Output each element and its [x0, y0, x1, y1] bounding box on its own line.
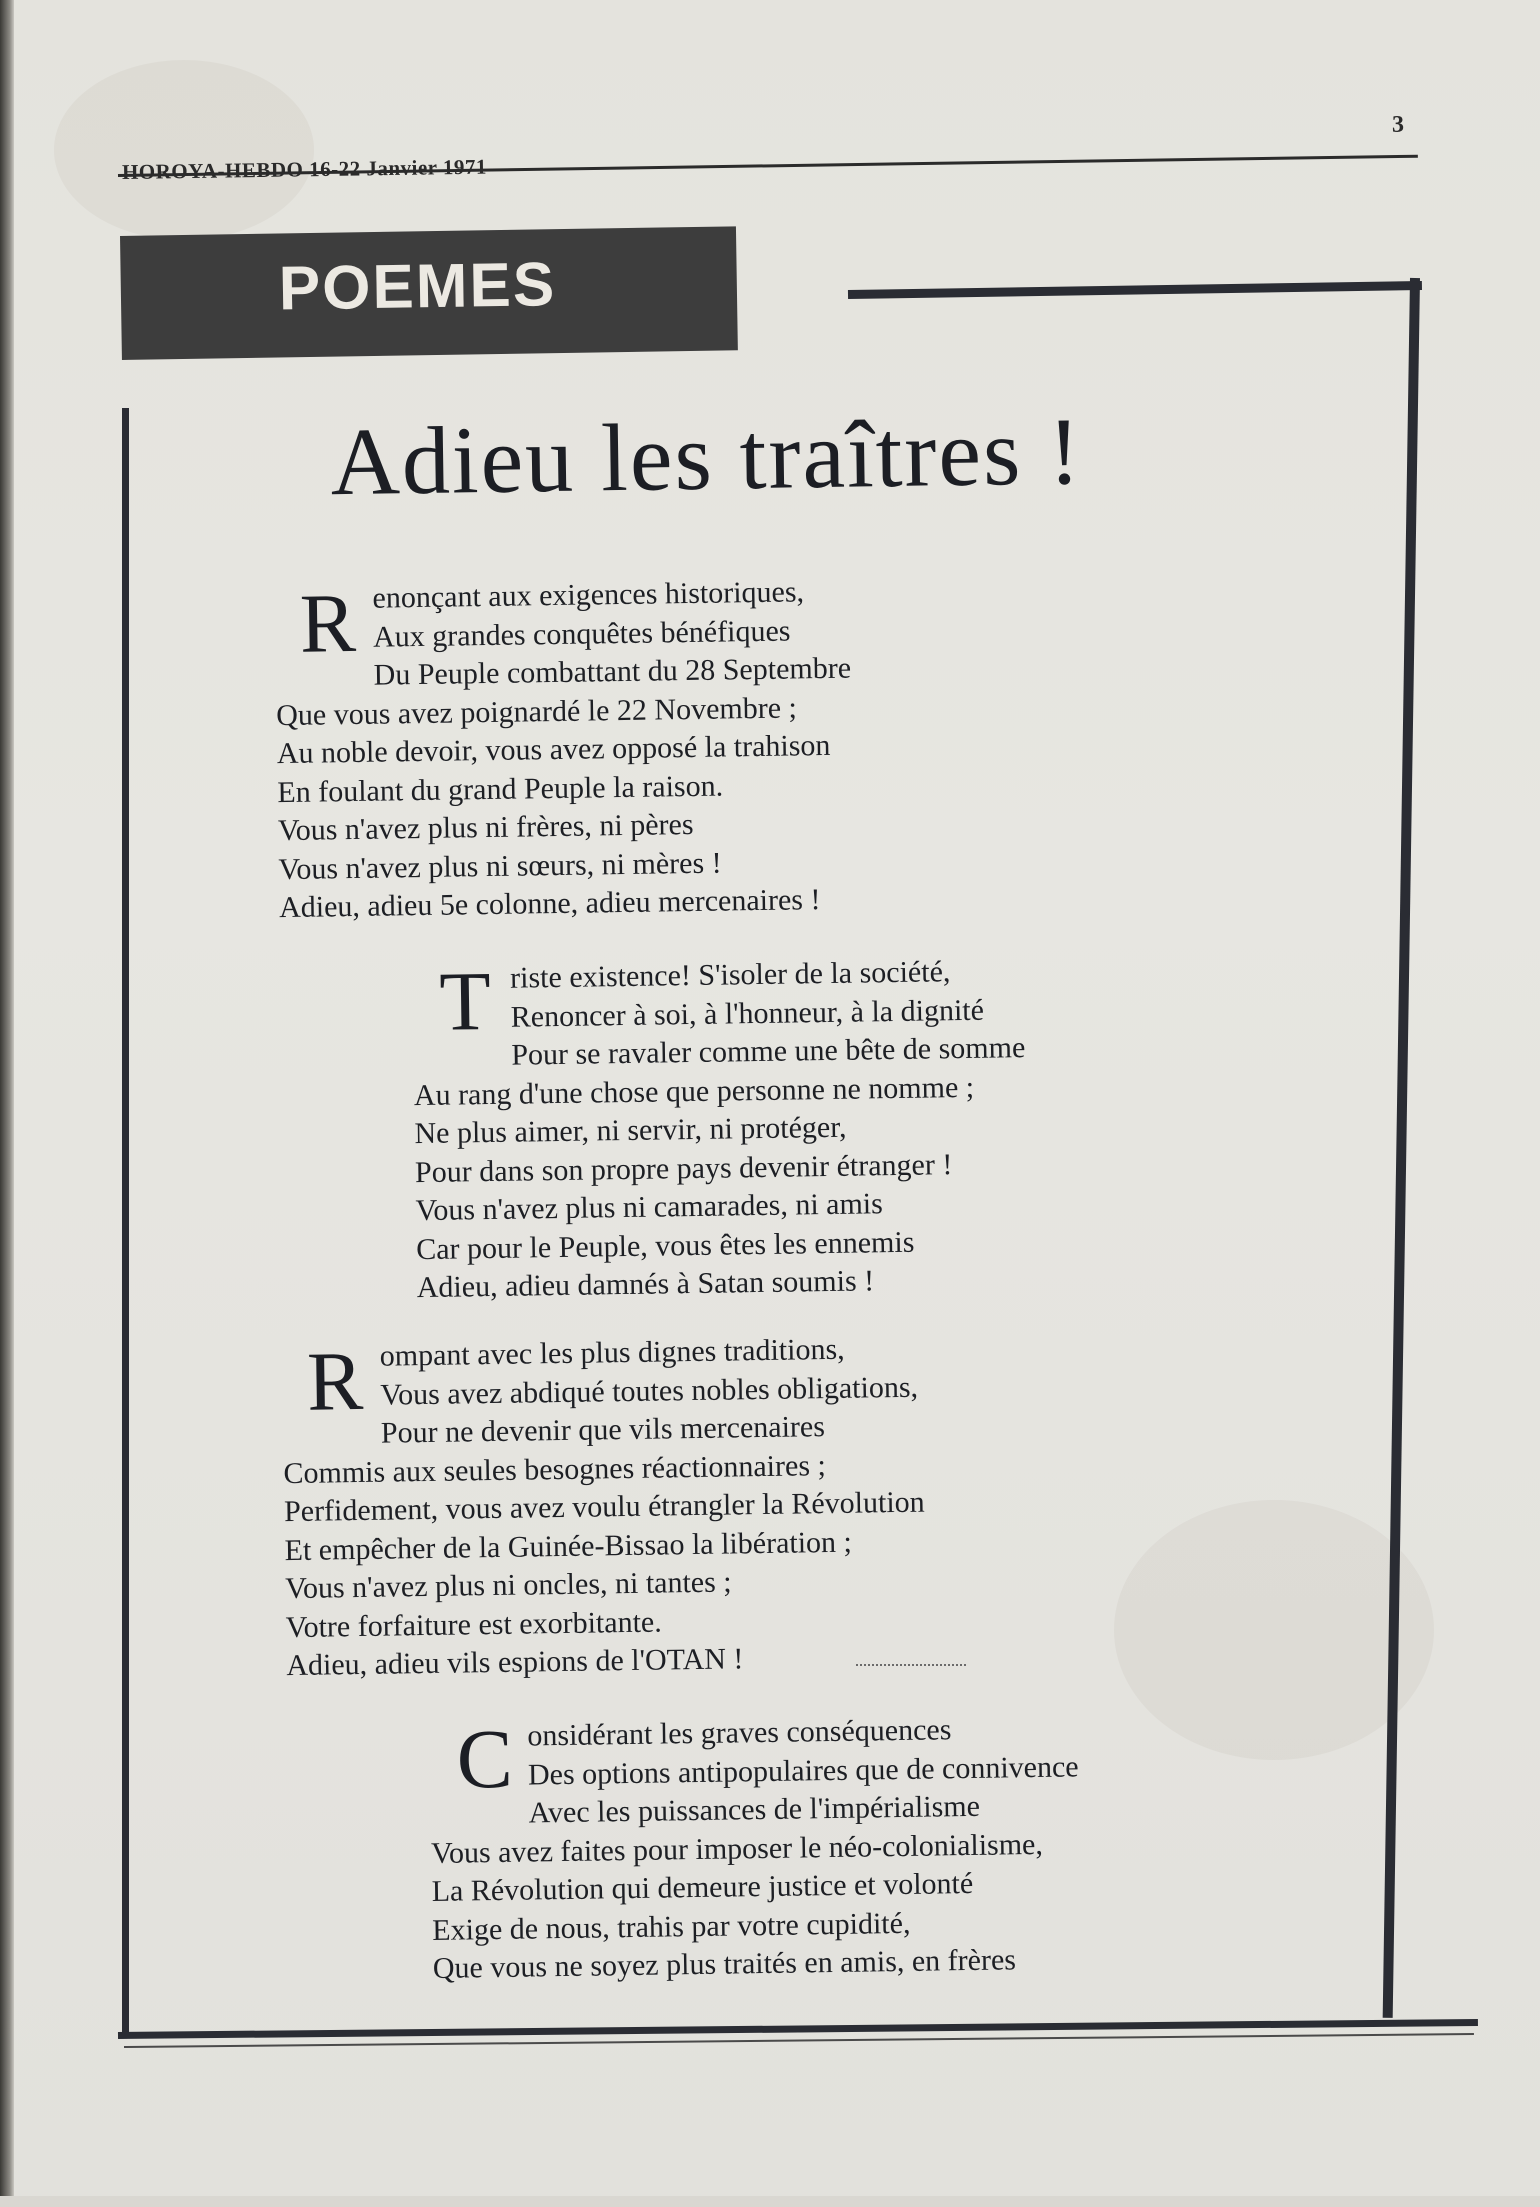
poem-line: Vous avez abdiqué toutes nobles obligations,	[380, 1370, 919, 1412]
stanza-2	[412, 952, 1029, 1308]
drop-cap: T	[438, 954, 492, 1049]
poem-line: Perfidement, vous avez voulu étrangler la Révolution	[283, 1485, 925, 1529]
poem-line: La Révolution qui demeure justice et volonté	[431, 1866, 974, 1908]
poem-line: Votre forfaiture est exorbitante.	[285, 1605, 662, 1644]
poem-line: Aux grandes conquêtes bénéfiques	[372, 613, 791, 654]
poem-line: Vous n'avez plus ni sœurs, ni mères !	[278, 846, 722, 886]
poem-line: onsidérant les graves conséquences	[527, 1713, 952, 1753]
poem-line: Au noble devoir, vous avez opposé la trahison	[276, 728, 831, 771]
page-number: 3	[1392, 112, 1404, 138]
drop-cap: R	[299, 576, 357, 671]
stanza-1	[274, 573, 854, 928]
drop-cap: C	[456, 1712, 514, 1807]
poem-line: Adieu, adieu 5e colonne, adieu mercenaires !	[278, 883, 821, 925]
poem-line: Avec les puissances de l'impérialisme	[528, 1789, 981, 1830]
poem-line: Adieu, adieu damnés à Satan soumis !	[416, 1264, 875, 1305]
stanza-4	[429, 1709, 1082, 1988]
poem-line: Vous n'avez plus ni frères, ni pères	[277, 807, 694, 848]
poem-line: Et empêcher de la Guinée-Bissao la libération ;	[284, 1525, 853, 1567]
dotted-rule	[856, 1664, 966, 1666]
poem-line: Pour ne devenir que vils mercenaires	[380, 1410, 826, 1450]
poem-line: Vous n'avez plus ni oncles, ni tantes ;	[284, 1565, 732, 1606]
poem-line: Au rang d'une chose que personne ne nomme ;	[413, 1070, 975, 1112]
poem-line: Exige de nous, trahis par votre cupidité,	[432, 1906, 911, 1947]
poem-line: ompant avec les plus dignes traditions,	[379, 1332, 845, 1373]
poem-line: Adieu, adieu vils espions de l'OTAN !	[286, 1642, 744, 1683]
poem-line: En foulant du grand Peuple la raison.	[277, 769, 724, 809]
poem-line: enonçant aux exigences historiques,	[372, 575, 805, 615]
poem-line: Des options antipopulaires que de connivence	[527, 1749, 1079, 1792]
poem-line: riste existence! S'isoler de la société,	[509, 955, 951, 995]
poem-line: Commis aux seules besognes réactionnaires ;	[283, 1448, 827, 1490]
poem-line: Renoncer à soi, à l'honneur, à la dignité	[510, 993, 985, 1034]
poem-line: Pour se ravaler comme une bête de somme	[511, 1031, 1026, 1072]
publication-header: HOROYA-HEBDO 16-22 Janvier 1971	[121, 154, 488, 184]
poem-line: Car pour le Peuple, vous êtes les ennemis	[415, 1225, 915, 1266]
poem-line: Que vous avez poignardé le 22 Novembre ;	[275, 690, 798, 732]
drop-cap: R	[306, 1334, 364, 1429]
section-title: POEMES	[278, 250, 557, 324]
poem-line: Du Peuple combattant du 28 Septembre	[373, 651, 852, 692]
poem-title: Adieu les traîtres !	[329, 397, 1083, 516]
poem-line: Vous avez faites pour imposer le néo-colonialisme,	[430, 1827, 1044, 1870]
poem-line: Pour dans son propre pays devenir étranger !	[414, 1147, 953, 1189]
poem-line: Ne plus aimer, ni servir, ni protéger,	[414, 1110, 847, 1151]
poem-line: Vous n'avez plus ni camarades, ni amis	[415, 1187, 884, 1228]
stanza-3	[281, 1330, 927, 1686]
poem-line: Que vous ne soyez plus traités en amis, en frères	[432, 1943, 1017, 1985]
